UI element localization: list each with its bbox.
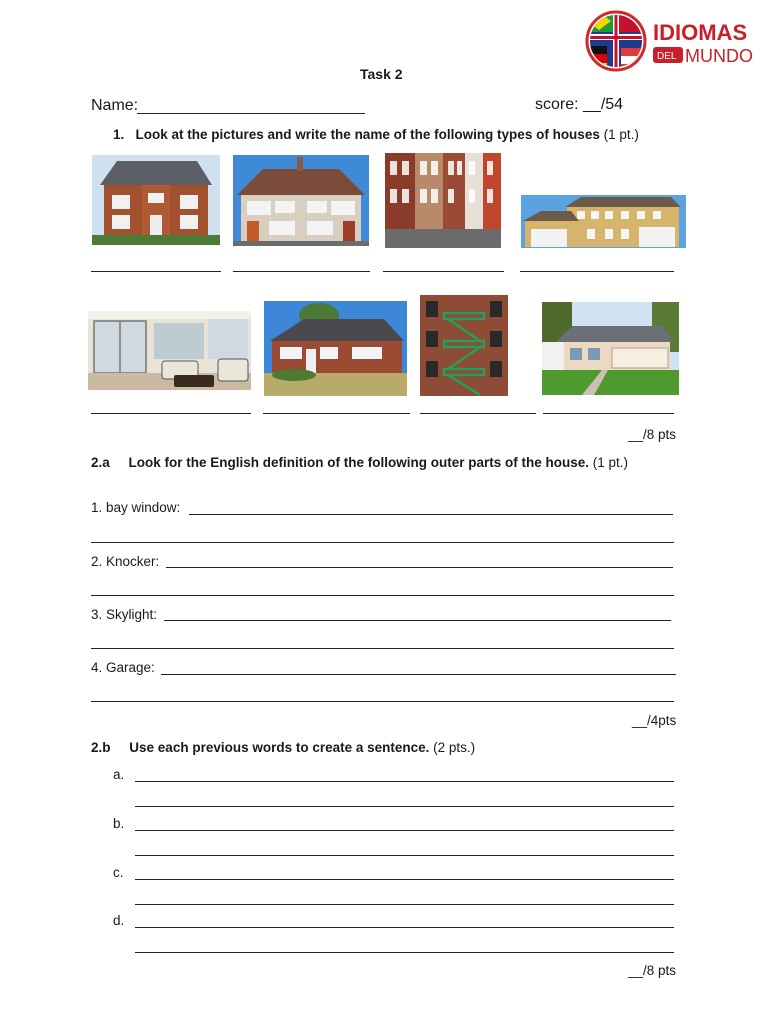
house-picture-4: [521, 195, 686, 248]
definition-line-2a[interactable]: [166, 567, 673, 568]
answer-line-4[interactable]: [520, 271, 674, 272]
section-2b-number: 2.b: [91, 740, 111, 755]
definition-label-4: 4. Garage:: [91, 660, 155, 675]
house-picture-6: [264, 301, 407, 396]
sentence-label-b: b.: [113, 816, 125, 831]
sentence-line-d2[interactable]: [135, 952, 674, 953]
definition-label-2: 2. Knocker:: [91, 554, 160, 569]
answer-line-1[interactable]: [91, 271, 221, 272]
section-2b-instruction: Use each previous words to create a sentence.: [129, 740, 430, 755]
sentence-line-a2[interactable]: [135, 806, 674, 807]
sentence-label-d: d.: [113, 913, 125, 928]
sentence-line-a1[interactable]: [135, 781, 674, 782]
flag-globe-icon: [585, 10, 755, 72]
answer-line-8[interactable]: [543, 413, 674, 414]
definition-label-1: 1. bay window:: [91, 500, 181, 515]
definition-line-3a[interactable]: [164, 620, 671, 621]
section-2a-total: __/4pts: [632, 713, 677, 728]
answer-line-2[interactable]: [233, 271, 370, 272]
definition-line-1a[interactable]: [189, 514, 673, 515]
definition-line-1b[interactable]: [91, 542, 674, 543]
answer-line-5[interactable]: [91, 413, 251, 414]
sentence-line-b1[interactable]: [135, 830, 674, 831]
house-picture-7: [420, 295, 508, 396]
section-1-total: __/8 pts: [628, 427, 677, 442]
score-label: score: __/54: [535, 96, 624, 113]
section-1-heading: [113, 127, 639, 142]
page-title: Task 2: [360, 66, 403, 82]
section-1-points: (1 pt.): [603, 127, 639, 142]
house-picture-8: [542, 302, 679, 395]
section-2a-heading: [91, 455, 628, 470]
sentence-label-a: a.: [113, 767, 125, 782]
logo: [585, 10, 755, 72]
sentence-line-c2[interactable]: [135, 904, 674, 905]
house-picture-2: [233, 155, 369, 246]
sentence-line-d1[interactable]: [135, 927, 674, 928]
name-input-line[interactable]: [137, 113, 365, 114]
answer-line-7[interactable]: [420, 413, 536, 414]
definition-line-4b[interactable]: [91, 701, 674, 702]
name-label: Name:: [91, 97, 139, 114]
sentence-line-b2[interactable]: [135, 855, 674, 856]
house-picture-5: [88, 311, 251, 390]
definition-line-2b[interactable]: [91, 595, 674, 596]
answer-line-6[interactable]: [263, 413, 410, 414]
logo-word-2b: MUNDO: [685, 46, 753, 66]
section-2a-points: (1 pt.): [592, 455, 629, 470]
section-1-number: 1.: [113, 127, 125, 142]
logo-word-2a: DEL: [657, 51, 677, 62]
section-2b-heading: [91, 740, 475, 755]
section-1-instruction: Look at the pictures and write the name of the following types of houses: [135, 127, 600, 142]
logo-word-1: IDIOMAS: [653, 20, 748, 45]
sentence-label-c: c.: [113, 865, 124, 880]
answer-line-3[interactable]: [383, 271, 504, 272]
house-picture-1: [92, 155, 220, 245]
section-2b-total: __/8 pts: [628, 963, 677, 978]
sentence-line-c1[interactable]: [135, 879, 674, 880]
section-2a-instruction: Look for the English definition of the following outer parts of the house.: [128, 455, 590, 470]
section-2a-number: 2.a: [91, 455, 110, 470]
house-picture-3: [385, 153, 501, 248]
definition-label-3: 3. Skylight:: [91, 607, 158, 622]
definition-line-3b[interactable]: [91, 648, 674, 649]
section-2b-points: (2 pts.): [433, 740, 476, 755]
definition-line-4a[interactable]: [161, 674, 676, 675]
